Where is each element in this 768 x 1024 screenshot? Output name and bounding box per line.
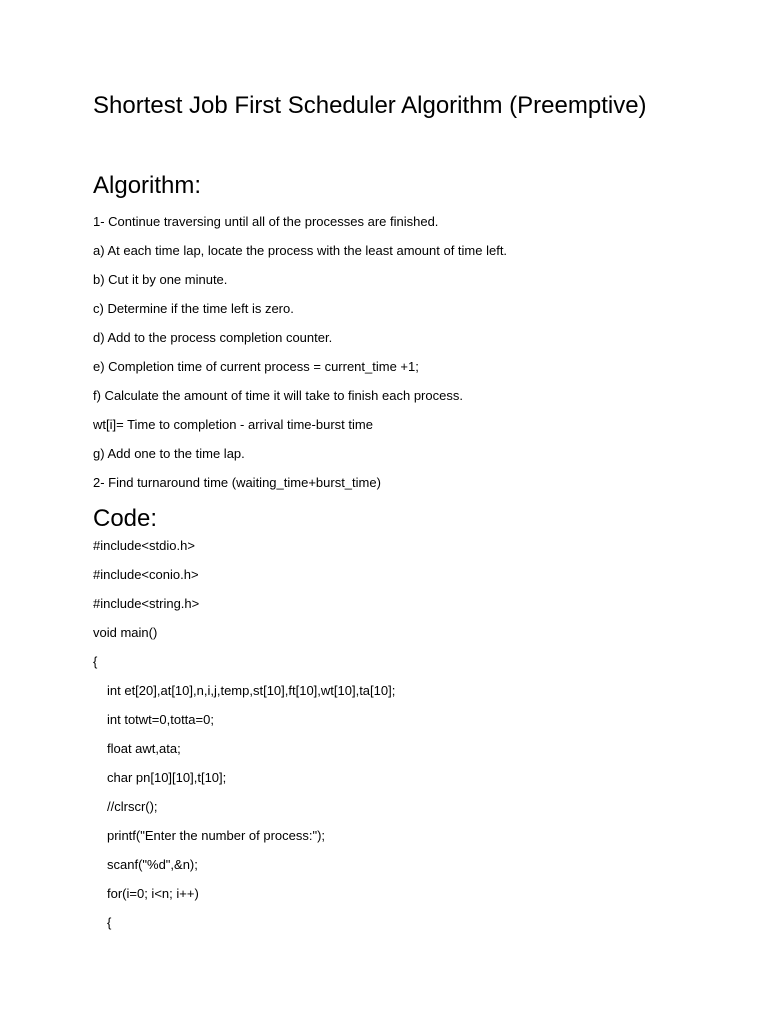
algorithm-step: e) Completion time of current process = current_time +1; — [93, 359, 419, 374]
code-line: #include<conio.h> — [93, 567, 199, 582]
code-line: char pn[10][10],t[10]; — [107, 770, 227, 785]
code-line: for(i=0; i<n; i++) — [107, 886, 199, 901]
code-line: int totwt=0,totta=0; — [107, 712, 214, 727]
code-line: { — [107, 915, 112, 930]
algorithm-step: 1- Continue traversing until all of the processes are finished. — [93, 214, 439, 229]
algorithm-step: a) At each time lap, locate the process with the least amount of time left. — [93, 243, 508, 258]
algorithm-step: 2- Find turnaround time (waiting_time+burst_time) — [93, 475, 381, 490]
code-line: printf("Enter the number of process:"); — [107, 828, 326, 843]
algorithm-step: d) Add to the process completion counter. — [93, 330, 333, 345]
code-line: #include<stdio.h> — [93, 538, 195, 553]
algorithm-step: b) Cut it by one minute. — [93, 272, 228, 287]
algorithm-step: wt[i]= Time to completion - arrival time-burst time — [93, 417, 373, 432]
code-line: int et[20],at[10],n,i,j,temp,st[10],ft[10],wt[10],ta[10]; — [107, 683, 396, 698]
algorithm-step: c) Determine if the time left is zero. — [93, 301, 294, 316]
code-line: void main() — [93, 625, 158, 640]
code-line: #include<string.h> — [93, 596, 200, 611]
algorithm-step: f) Calculate the amount of time it will take to finish each process. — [93, 388, 463, 403]
algorithm-step: g) Add one to the time lap. — [93, 446, 245, 461]
document-title: Shortest Job First Scheduler Algorithm (Preemptive) — [93, 92, 647, 119]
algorithm-heading: Algorithm: — [93, 172, 202, 199]
code-line: { — [93, 654, 98, 669]
code-line: float awt,ata; — [107, 741, 181, 756]
code-line: scanf("%d",&n); — [107, 857, 198, 872]
code-line: //clrscr(); — [107, 799, 158, 814]
code-heading: Code: — [93, 505, 158, 532]
